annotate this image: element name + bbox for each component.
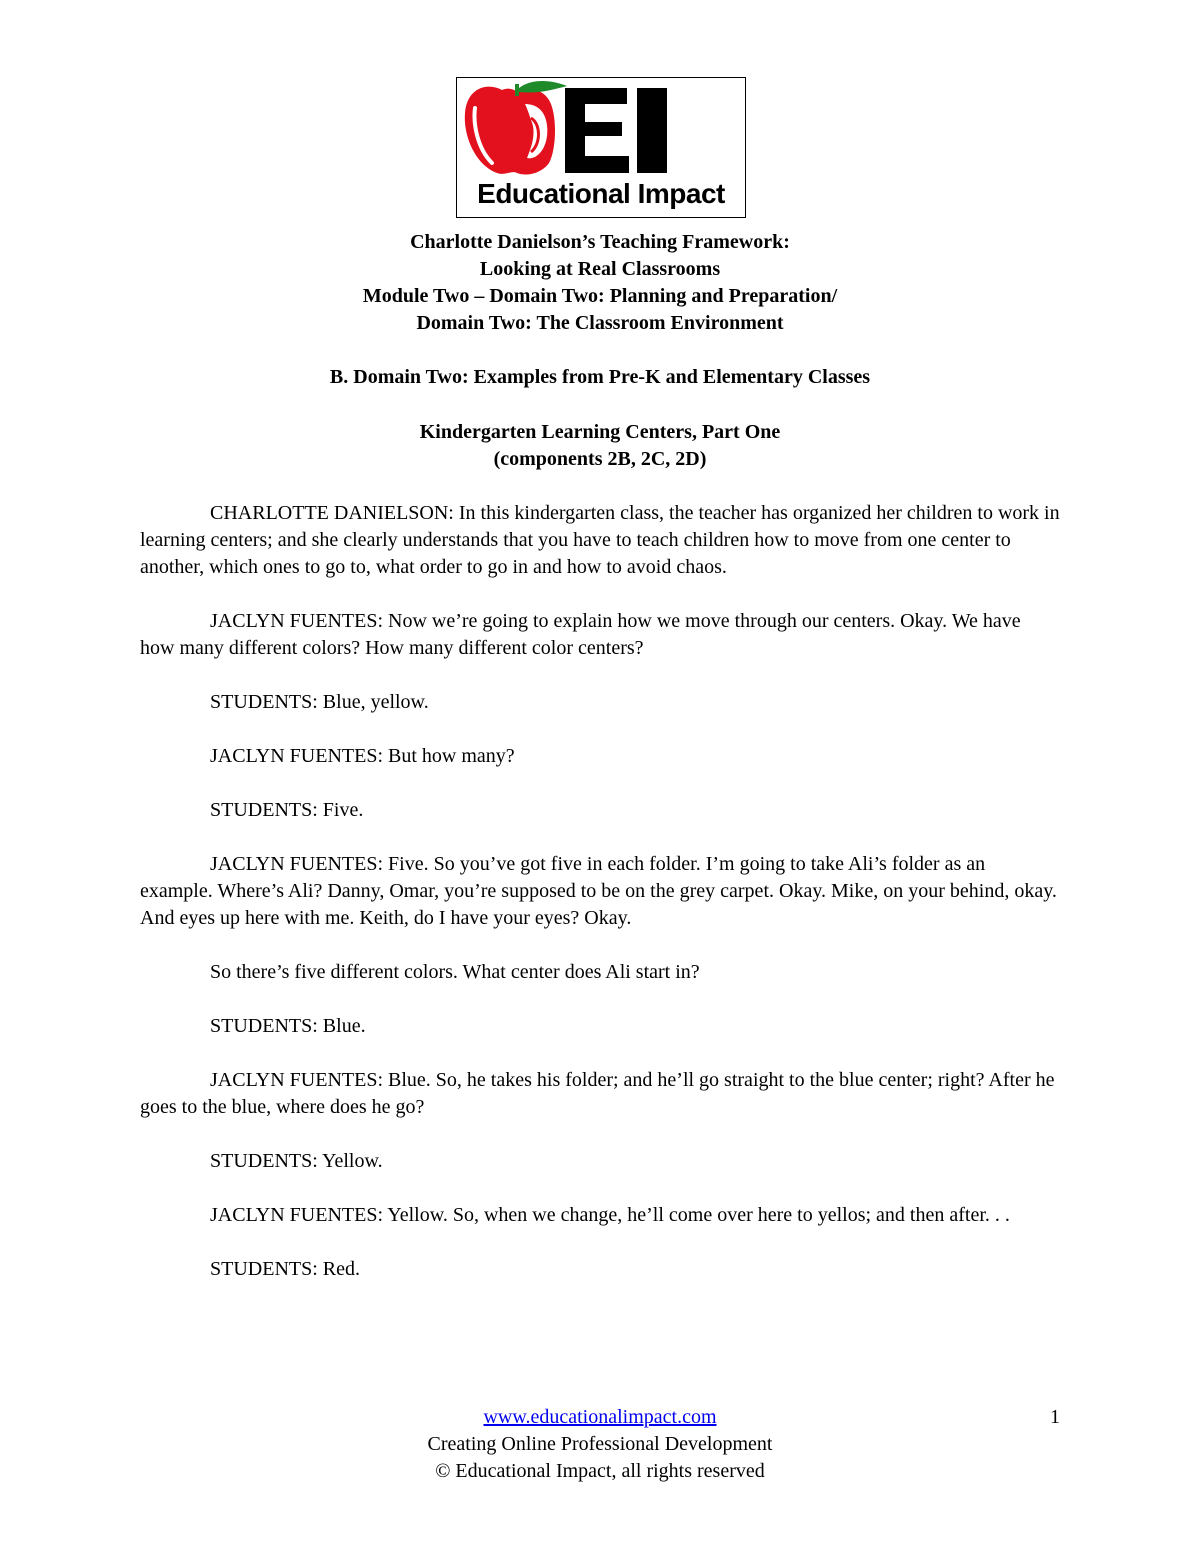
speech-text: Blue. So, he takes his folder; and he’ll go straight to the blue center; right? After he goes to the blue, where does he go? <box>140 1069 1055 1118</box>
speaker-label: STUDENTS: <box>210 1258 318 1280</box>
footer-tagline: Creating Online Professional Development <box>427 1433 773 1455</box>
document-title <box>0 229 1200 337</box>
transcript-paragraph <box>140 959 1060 986</box>
speech-text: Now we’re going to explain how we move through our centers. Okay. We have how many different colors? How many different color centers? <box>140 610 1021 659</box>
speaker-label: JACLYN FUENTES: <box>210 1204 384 1226</box>
transcript-paragraph <box>140 1256 1060 1283</box>
speaker-label: JACLYN FUENTES: <box>210 1069 384 1091</box>
sub-heading-line: Kindergarten Learning Centers, Part One <box>419 421 781 443</box>
transcript-paragraph <box>140 797 1060 824</box>
letter-e <box>565 88 629 173</box>
transcript-paragraph <box>140 1067 1060 1121</box>
sub-heading <box>0 419 1200 473</box>
transcript-paragraph <box>140 1202 1060 1229</box>
title-line: Charlotte Danielson’s Teaching Framework: <box>410 231 790 253</box>
title-line: Domain Two: The Classroom Environment <box>416 312 784 334</box>
speaker-label: STUDENTS: <box>210 691 318 713</box>
speech-text: Blue. <box>317 1015 366 1037</box>
speech-text: Blue, yellow. <box>317 691 429 713</box>
page-number: 1 <box>1050 1406 1060 1428</box>
footer-copyright: © Educational Impact, all rights reserved <box>435 1460 765 1482</box>
speaker-label: JACLYN FUENTES: <box>210 745 384 767</box>
sub-heading-line: (components 2B, 2C, 2D) <box>493 448 707 470</box>
transcript-body <box>140 500 1060 1310</box>
page-footer <box>0 1404 1200 1485</box>
leaf-icon <box>519 81 567 93</box>
speaker-label: STUDENTS: <box>210 1015 318 1037</box>
speech-text: Yellow. <box>317 1150 383 1172</box>
speech-text: Five. <box>317 799 364 821</box>
educational-impact-logo <box>456 77 746 218</box>
title-line: Looking at Real Classrooms <box>479 258 721 280</box>
speech-text: In this kindergarten class, the teacher has organized her children to work in learning centers; and she clearly understands that you have to teach children how to move from one center to another, which ones to go to, what order to go in and how to avoid chaos. <box>140 502 1060 578</box>
transcript-paragraph <box>140 1013 1060 1040</box>
transcript-paragraph <box>140 689 1060 716</box>
speech-text: Yellow. So, when we change, he’ll come over here to yellos; and then after. . . <box>383 1204 1010 1226</box>
transcript-paragraph <box>140 851 1060 932</box>
transcript-paragraph <box>140 500 1060 581</box>
logo-wordmark: Educational Impact <box>477 178 725 209</box>
website-link[interactable]: www.educationalimpact.com <box>483 1406 717 1428</box>
speech-text: But how many? <box>383 745 515 767</box>
title-line: Module Two – Domain Two: Planning and Preparation/ <box>362 285 838 307</box>
speech-text: So there’s five different colors. What center does Ali start in? <box>210 961 700 983</box>
speaker-label: CHARLOTTE DANIELSON: <box>210 502 454 524</box>
letter-i <box>637 88 667 173</box>
speaker-label: STUDENTS: <box>210 1150 318 1172</box>
speaker-label: STUDENTS: <box>210 799 318 821</box>
speaker-label: JACLYN FUENTES: <box>210 853 384 875</box>
section-heading: B. Domain Two: Examples from Pre-K and Elementary Classes <box>329 366 871 388</box>
transcript-paragraph <box>140 743 1060 770</box>
speech-text: Five. So you’ve got five in each folder. I’m going to take Ali’s folder as an example. Where’s Ali? Danny, Omar, you’re supposed to be on the grey carpet. Okay. Mike, on your behind, okay. And eyes up here with me. Keith, do I have your eyes? Okay. <box>140 853 1057 929</box>
transcript-paragraph <box>140 1148 1060 1175</box>
transcript-paragraph <box>140 608 1060 662</box>
speaker-label: JACLYN FUENTES: <box>210 610 384 632</box>
speech-text: Red. <box>317 1258 361 1280</box>
